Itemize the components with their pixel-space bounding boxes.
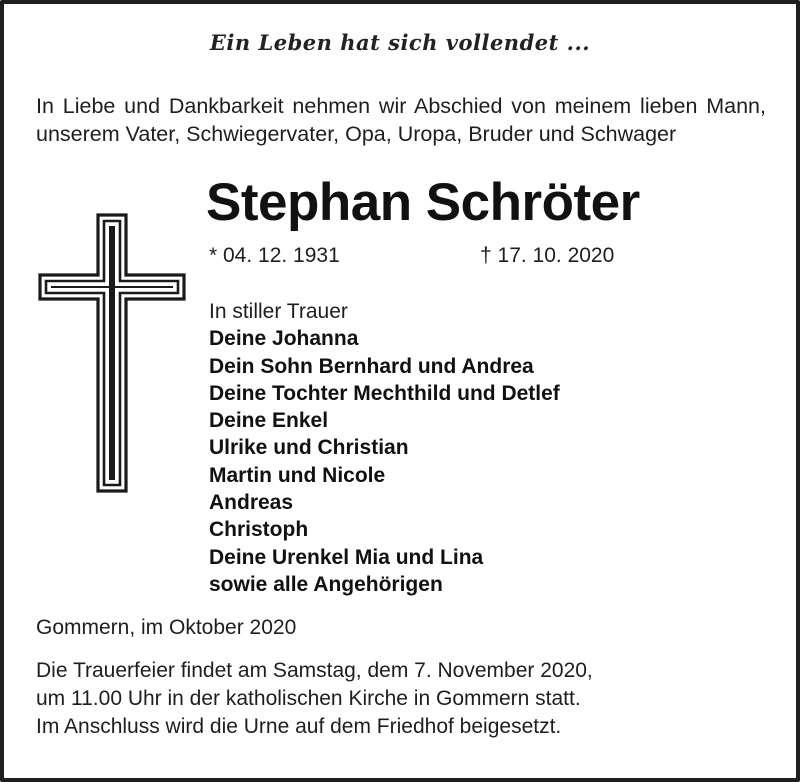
service-info	[36, 657, 593, 741]
death-date: † 17. 10. 2020	[480, 244, 615, 267]
mourner-name: Deine Enkel	[209, 409, 329, 433]
deceased-name: Stephan Schröter	[206, 173, 640, 232]
service-line: Die Trauerfeier findet am Samstag, dem 7. November 2020,	[36, 659, 593, 682]
mourner-name: Martin und Nicole	[209, 463, 386, 487]
mourner-name: sowie alle Angehörigen	[209, 572, 443, 596]
birth-date: * 04. 12. 1931	[209, 244, 340, 267]
mourner-name: Dein Sohn Bernhard und Andrea	[209, 354, 534, 378]
mourner-name: Deine Johanna	[209, 327, 359, 351]
mourner-name: Deine Urenkel Mia und Lina	[209, 545, 484, 569]
mourner-name: Andreas	[209, 491, 294, 515]
mourners-lead: In stiller Trauer	[209, 300, 348, 323]
intro-text: In Liebe und Dankbarkeit nehmen wir Abschied von meinem lieben Mann, unserem Vater, Schwiegervater, Opa, Uropa, Bruder und Schwager	[36, 94, 766, 146]
place-and-date: Gommern, im Oktober 2020	[36, 616, 297, 639]
service-line: um 11.00 Uhr in der katholischen Kirche in Gommern statt.	[36, 687, 581, 710]
latin-cross-icon	[38, 213, 188, 493]
service-line: Im Anschluss wird die Urne auf dem Friedhof beigesetzt.	[36, 715, 562, 738]
mourner-name: Deine Tochter Mechthild und Detlef	[209, 381, 560, 405]
mourner-name: Christoph	[209, 518, 309, 542]
mourners-block	[209, 298, 560, 598]
mourner-name: Ulrike und Christian	[209, 436, 409, 460]
headline: Ein Leben hat sich vollendet ...	[209, 30, 591, 55]
